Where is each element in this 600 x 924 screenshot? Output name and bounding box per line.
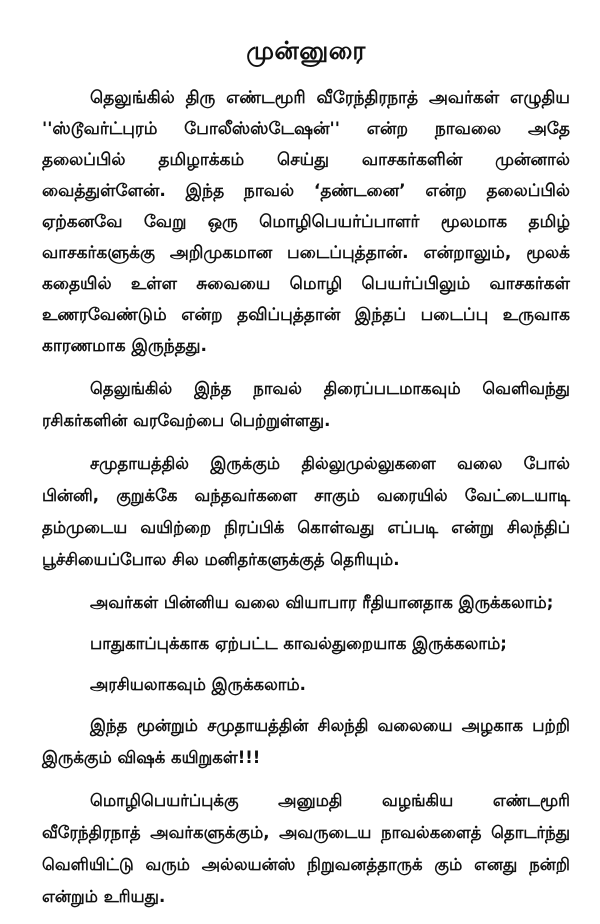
paragraph-poison-ropes: இந்த மூன்றும் சமுதாயத்தின் சிலந்தி வலையை அழகாக பற்றி இருக்கும் விஷக் கயிறுகள்!!!	[42, 716, 570, 767]
paragraph-film: தெலுங்கில் இந்த நாவல் திரைப்படமாகவும் வெளிவந்து ரசிகர்களின் வரவேற்பை பெற்றுள்ளது.	[42, 379, 570, 430]
paragraph-thanks: மொழிபெயர்ப்புக்கு அனுமதி வழங்கிய எண்டமூரி வீரேந்திரநாத் அவர்களுக்கும், அவருடைய நாவல்களைத் தொடர்ந்து வெளியிட்டு வரும் அல்லயன்ஸ் நிறுவனத்தாருக் கும் எனது நன்றி என்றும் உரியது.	[42, 791, 570, 906]
paragraph-web-business: அவர்கள் பின்னிய வலை வியாபார ரீதியானதாக இருக்கலாம்;	[90, 593, 554, 612]
paragraph-intro: தெலுங்கில் திரு எண்டமூரி வீரேந்திரநாத் அவர்கள் எழுதிய ''ஸ்டூவர்ட்புரம் போலீஸ்ஸ்டேஷன்'' என்ற நாவலை அதே தலைப்பில் தமிழாக்கம் செய்து வாசகர்களின் முன்னால் வைத்துள்ளேன். இந்த நாவல் ‘தண்டனை’ என்ற தலைப்பில் ஏற்கனவே வேறு ஒரு மொழிபெயர்ப்பாளர் மூலமாக தமிழ் வாசகர்களுக்கு அறிமுகமான படைப்புத்தான். என்றாலும், மூலக் கதையில் உள்ள சுவையை மொழி பெயர்ப்பிலும் வாசகர்கள் உணரவேண்டும் என்ற தவிப்புத்தான் இந்தப் படைப்பு உருவாக காரணமாக இருந்தது.	[42, 88, 570, 356]
paragraph-web-politics: அரசியலாகவும் இருக்கலாம்.	[90, 675, 306, 694]
paragraph-web-police: பாதுகாப்புக்காக ஏற்பட்ட காவல்துறையாக இருக்கலாம்;	[90, 634, 507, 653]
paragraph-spider: சமுதாயத்தில் இருக்கும் தில்லுமுல்லுகளை வலை போல் பின்னி, குறுக்கே வந்தவர்களை சாகும் வரையில் வேட்டையாடி தம்முடைய வயிற்றை நிரப்பிக் கொள்வது எப்படி என்று சிலந்திப் பூச்சியைப்போல சில மனிதர்களுக்குத் தெரியும்.	[42, 454, 570, 569]
page-title: முன்னுரை	[246, 36, 366, 65]
preface-page	[42, 36, 570, 924]
